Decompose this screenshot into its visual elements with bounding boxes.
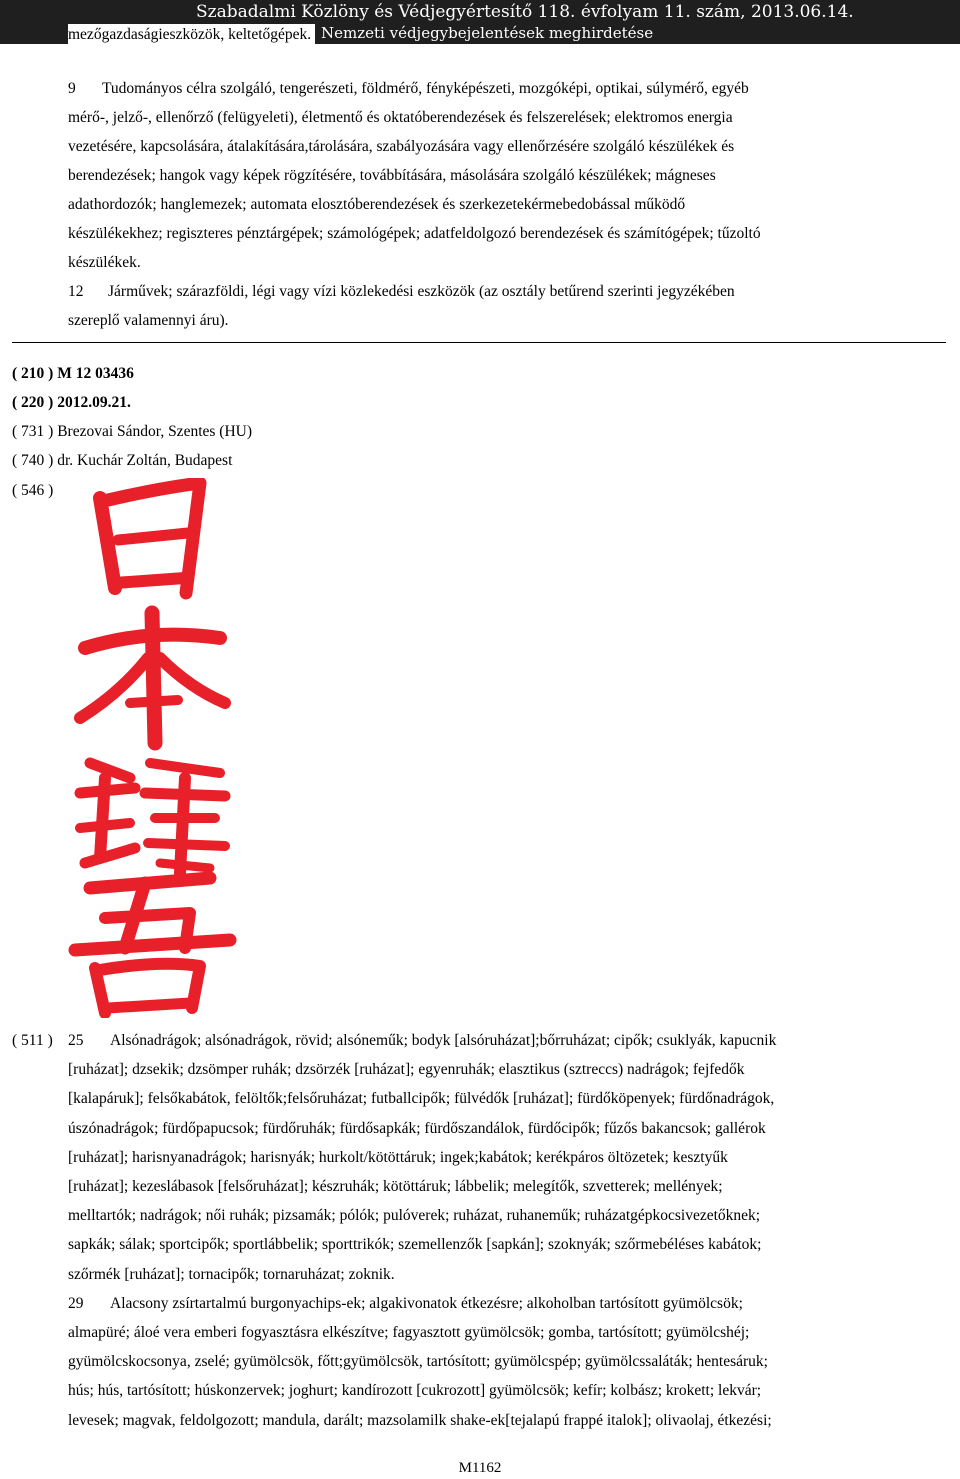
- class-25-line-4: [68, 1119, 766, 1139]
- class-29-line-1: [68, 1294, 743, 1314]
- class-25-line-1: [68, 1031, 776, 1051]
- field-code: ( 731 ): [12, 423, 54, 440]
- representative: dr. Kuchár Zoltán, Budapest: [57, 452, 233, 469]
- field-code: ( 220 ): [12, 394, 54, 411]
- field-220: [12, 393, 131, 413]
- class-25-line-9: [68, 1265, 395, 1285]
- class-text: Alacsony zsírtartalmú burgonyachips-ek; algakivonatok étkezésre; alkoholban tartósított gyümölcsök;: [110, 1295, 743, 1312]
- stroke: [150, 763, 220, 773]
- section-divider: [12, 342, 946, 343]
- field-731: [12, 422, 252, 442]
- class-text: [kalapáruk]; felsőkabátok, felöltők;felsőruházat; futballcipők; fülvédők [ruházat]; fürdőköpenyek; fürdőnadrágok,: [68, 1090, 775, 1107]
- field-code: ( 740 ): [12, 452, 54, 469]
- class-9-line-7: készülékek.: [68, 254, 141, 271]
- stroke: [100, 778, 105, 858]
- class-29-line-3: [68, 1352, 768, 1372]
- field-210: [12, 364, 134, 384]
- class-number: 29: [68, 1295, 84, 1312]
- page-number: M1162: [458, 1460, 502, 1476]
- continued-text: mezőgazdaságieszközök, keltetőgépek.: [68, 24, 315, 46]
- class-text: melltartók; nadrágok; női ruhák; pizsamák; pólók; pulóverek; ruházat, ruhaneműk; ruházatgépkocsivezetőknek;: [68, 1207, 761, 1224]
- stroke: [75, 940, 230, 950]
- stroke: [160, 863, 210, 868]
- stroke: [80, 823, 130, 828]
- class-25-line-3: [68, 1089, 774, 1109]
- class-text: sapkák; sálak; sportcipők; sportlábbelik; sporttrikók; szemellenzők [sapkán]; szoknyák; szőrmebéléses kabátok;: [68, 1236, 762, 1253]
- class-25-line-5: [68, 1148, 728, 1168]
- class-25-line-6: [68, 1177, 723, 1197]
- field-code: ( 210 ): [12, 365, 54, 382]
- stroke: [180, 778, 185, 873]
- class-text: szőrmék [ruházat]; tornacipők; tornaruházat; zoknik.: [68, 1266, 395, 1283]
- stroke: [100, 498, 115, 588]
- stroke: [80, 658, 148, 718]
- trademark-logo-image: [60, 478, 240, 1018]
- journal-title: Szabadalmi Közlöny és Védjegyértesítő 118. évfolyam 11. szám, 2013.06.14.: [196, 2, 854, 22]
- class-number: 9: [68, 80, 76, 97]
- field-511: [12, 1031, 53, 1051]
- class-text: úszónadrágok; fürdőpapucsok; fürdőruhák; fürdősapkák; fürdőszandálok, fürdőcipők; fűzős bakancsok; gallérok: [68, 1120, 766, 1137]
- class-9-line-2: mérő-, jelző-, ellenőrző (felügyeleti), életmentő és oktatóberendezések és felszerelések; elektromos energia: [68, 109, 733, 126]
- stroke: [152, 613, 155, 743]
- class-text: hús; hús, tartósított; húskonzervek; joghurt; kandírozott [cukrozott] gyümölcsök; kefír; kolbász; krokett; lekvár;: [68, 1382, 762, 1399]
- class-9-line-5: adathordozók; hanglemezek; automata elosztóberendezések és szerkezetekérmebedobással működő: [68, 196, 686, 213]
- filing-date: 2012.09.21.: [57, 394, 131, 411]
- stroke: [115, 578, 185, 583]
- field-code: ( 546 ): [12, 482, 54, 499]
- class-29-line-4: [68, 1381, 761, 1401]
- stroke: [85, 848, 135, 863]
- field-code: ( 511 ): [12, 1032, 53, 1049]
- class-25-line-8: [68, 1235, 761, 1255]
- stroke: [148, 843, 225, 846]
- class-number: 12: [68, 283, 84, 300]
- class-text: levesek; magvak, feldolgozott; mandula, darált; mazsolamilk shake-ek[tejalapú frappé italok]; olivaolaj, étkezési;: [68, 1412, 772, 1429]
- stroke: [118, 533, 188, 540]
- class-text: Tudományos célra szolgáló, tengerészeti, földmérő, fényképészeti, mozgóképi, optikai, súlymérő, egyéb: [102, 80, 749, 97]
- class-29-line-5: [68, 1411, 772, 1431]
- section-title: Nemzeti védjegybejelentések meghirdetése: [321, 24, 654, 42]
- class-25-line-2: [68, 1060, 745, 1080]
- class-12-line-1: [68, 282, 735, 302]
- field-546: [12, 481, 53, 501]
- class-9-line-6: készülékekhez; regiszteres pénztárgépek; számológépek; adatfeldolgozó berendezések és számítógépek; tűzoltó: [68, 225, 761, 242]
- class-text: Járművek; szárazföldi, légi vagy vízi közlekedési eszközök (az osztály betűrend szerinti jegyzékében: [108, 283, 735, 300]
- class-29-line-2: [68, 1323, 749, 1343]
- class-9-line-1: [68, 79, 749, 99]
- field-740: [12, 451, 232, 471]
- class-text: gyümölcskocsonya, zselé; gyümölcsök, főtt;gyümölcsök, tartósított; gyümölcspép; gyümölcssaláták; hentesáruk;: [68, 1353, 768, 1370]
- class-text: almapüré; áloé vera emberi fogyasztásra elkészítve; fagyasztott gyümölcsök; gomba, tartósított; gyümölcshéj;: [68, 1324, 750, 1341]
- class-text: Alsónadrágok; alsónadrágok, rövid; alsóneműk; bodyk [alsóruházat];bőrruházat; cipők; csuklyák, kapucnik: [110, 1032, 777, 1049]
- applicant: Brezovai Sándor, Szentes (HU): [57, 423, 252, 440]
- class-text: [ruházat]; dzsekik; dzsömper ruhák; dzsörzék [ruházat]; egyenruhák; elasztikus (sztreccs) nadrágok; fejfedők: [68, 1061, 745, 1078]
- class-25-line-7: [68, 1206, 760, 1226]
- stroke: [108, 1003, 190, 1008]
- class-text: [ruházat]; kezeslábasok [felsőruházat]; készruhák; kötöttáruk; lábbelik; melegítők, szvetterek; mellények;: [68, 1178, 723, 1195]
- class-text: [ruházat]; harisnyanadrágok; harisnyák; hurkolt/kötöttáruk; ingek;kabátok; kerékpáros öltözetek; kesztyűk: [68, 1149, 728, 1166]
- class-9-line-3: vezetésére, kapcsolására, átalakítására,tárolására, szabályozására vagy ellenőrzésére szolgáló készülékek és: [68, 138, 735, 155]
- application-number: M 12 03436: [57, 365, 134, 382]
- class-9-line-4: berendezések; hangok vagy képek rögzítésére, továbbítására, másolására szolgáló készülékek; mágneses: [68, 167, 716, 184]
- class-number: 25: [68, 1032, 84, 1049]
- stroke: [130, 700, 178, 703]
- class-12-line-2: szereplő valamennyi áru).: [68, 312, 229, 329]
